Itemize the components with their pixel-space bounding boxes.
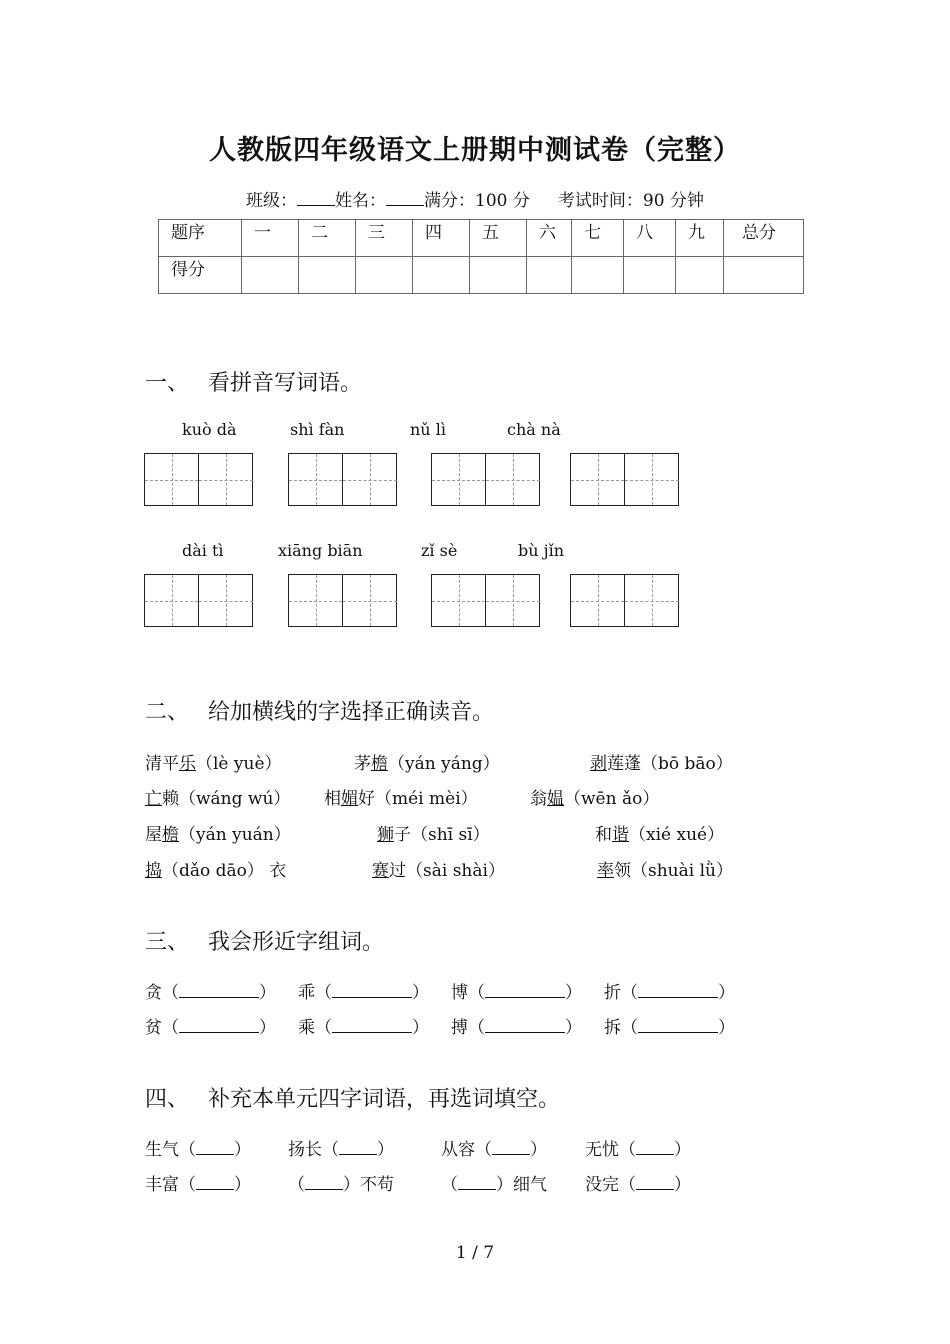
header-cell: 三 <box>356 220 413 257</box>
name-blank[interactable] <box>386 191 424 206</box>
answer-blank[interactable] <box>485 1020 565 1033</box>
section-title: 补充本单元四字词语，再选词填空。 <box>208 1087 561 1112</box>
pinyin: shì fàn <box>290 420 345 439</box>
pinyin: nǔ lì <box>410 420 446 439</box>
score-cell[interactable] <box>676 257 724 294</box>
reading-item: 亡赖（wáng wú） <box>145 789 291 809</box>
answer-blank[interactable] <box>636 1142 674 1155</box>
header-cell: 七 <box>572 220 624 257</box>
answer-blank[interactable] <box>305 1177 343 1190</box>
header-cell: 五 <box>470 220 527 257</box>
word-item: 乘（ ） <box>298 1018 429 1038</box>
score-cell[interactable] <box>356 257 413 294</box>
word-item: 博（ ） <box>451 983 582 1003</box>
answer-blank[interactable] <box>492 1142 530 1155</box>
answer-blank[interactable] <box>458 1177 496 1190</box>
class-blank[interactable] <box>297 191 335 206</box>
reading-item: 赛过（sài shài） <box>372 861 505 881</box>
reading-item: 屋檐（yán yuán） <box>145 825 291 845</box>
idiom-item: 从容（ ） <box>441 1140 547 1160</box>
page-title: 人教版四年级语文上册期中测试卷（完整） <box>209 135 741 166</box>
writing-grid[interactable] <box>144 453 253 506</box>
idiom-item: 生气（ ） <box>145 1140 251 1160</box>
score-table-header <box>159 220 804 257</box>
idiom-item: 无忧（ ） <box>585 1140 691 1160</box>
header-cell: 一 <box>242 220 299 257</box>
word-item: 乖（ ） <box>298 983 429 1003</box>
section-number: 二、 <box>145 700 190 725</box>
section-title: 给加横线的字选择正确读音。 <box>208 700 495 725</box>
answer-blank[interactable] <box>332 985 412 998</box>
header-cell: 九 <box>676 220 724 257</box>
answer-blank[interactable] <box>638 1020 718 1033</box>
pinyin: kuò dà <box>182 420 237 439</box>
full-score: 满分：100 分 <box>424 191 530 211</box>
score-cell[interactable] <box>527 257 572 294</box>
idiom-item: 扬长（ ） <box>288 1140 394 1160</box>
idiom-item: （ ）细气 <box>441 1175 547 1195</box>
section-1-heading <box>145 366 362 397</box>
pinyin: bù jǐn <box>518 541 565 560</box>
word-item: 搏（ ） <box>451 1018 582 1038</box>
writing-grid[interactable] <box>144 574 253 627</box>
header-cell: 二 <box>299 220 356 257</box>
writing-grid[interactable] <box>431 574 540 627</box>
answer-blank[interactable] <box>636 1177 674 1190</box>
writing-grid[interactable] <box>288 574 397 627</box>
word-item: 拆（ ） <box>604 1018 735 1038</box>
score-table <box>158 219 804 294</box>
word-item: 贪（ ） <box>145 983 276 1003</box>
exam-time: 考试时间：90 分钟 <box>557 191 704 211</box>
pinyin: xiāng biān <box>278 541 363 560</box>
pinyin: dài tì <box>182 541 224 560</box>
reading-item: 清平乐（lè yuè） <box>145 754 282 774</box>
score-cell[interactable] <box>413 257 470 294</box>
reading-item: 剥莲蓬（bō bāo） <box>590 754 733 774</box>
reading-item: 和谐（xié xué） <box>595 825 725 845</box>
answer-blank[interactable] <box>179 985 259 998</box>
reading-item: 翁媪（wēn ǎo） <box>530 789 660 809</box>
section-number: 一、 <box>145 371 190 396</box>
word-item: 贫（ ） <box>145 1018 276 1038</box>
answer-blank[interactable] <box>638 985 718 998</box>
page-number: 1 / 7 <box>455 1243 495 1263</box>
writing-grid[interactable] <box>288 453 397 506</box>
header-cell: 六 <box>527 220 572 257</box>
idiom-item: （ ）不苟 <box>288 1175 394 1195</box>
reading-item: 率领（shuài lǜ） <box>597 861 733 881</box>
reading-item: 相媚好（méi mèi） <box>324 789 478 809</box>
score-cell[interactable] <box>724 257 804 294</box>
section-number: 四、 <box>145 1087 190 1112</box>
header-cell: 题序 <box>159 220 242 257</box>
reading-item: 茅檐（yán yáng） <box>354 754 500 774</box>
section-title: 我会形近字组词。 <box>208 930 385 955</box>
answer-blank[interactable] <box>196 1177 234 1190</box>
class-label: 班级： <box>246 191 298 211</box>
exam-info <box>0 186 950 211</box>
score-table-row <box>159 257 804 294</box>
section-4-heading <box>145 1082 560 1113</box>
answer-blank[interactable] <box>332 1020 412 1033</box>
reading-item: 狮子（shī sī） <box>377 825 490 845</box>
writing-grid[interactable] <box>431 453 540 506</box>
score-cell[interactable] <box>572 257 624 294</box>
score-cell[interactable] <box>470 257 527 294</box>
idiom-item: 丰富（ ） <box>145 1175 251 1195</box>
score-cell[interactable] <box>299 257 356 294</box>
answer-blank[interactable] <box>179 1020 259 1033</box>
pinyin: chà nà <box>507 420 561 439</box>
section-3-heading <box>145 925 384 956</box>
section-2-heading <box>145 695 494 726</box>
header-cell: 八 <box>624 220 676 257</box>
section-title: 看拼音写词语。 <box>208 371 363 396</box>
name-label: 姓名： <box>335 191 387 211</box>
header-cell: 总分 <box>724 220 804 257</box>
answer-blank[interactable] <box>196 1142 234 1155</box>
writing-grid[interactable] <box>570 574 679 627</box>
reading-item: 捣（dǎo dāo） 衣 <box>145 861 287 881</box>
writing-grid[interactable] <box>570 453 679 506</box>
score-cell[interactable] <box>242 257 299 294</box>
idiom-item: 没完（ ） <box>585 1175 691 1195</box>
section-number: 三、 <box>145 930 190 955</box>
row-label: 得分 <box>159 257 242 294</box>
answer-blank[interactable] <box>339 1142 377 1155</box>
answer-blank[interactable] <box>485 985 565 998</box>
header-cell: 四 <box>413 220 470 257</box>
score-cell[interactable] <box>624 257 676 294</box>
pinyin: zǐ sè <box>421 541 458 560</box>
word-item: 折（ ） <box>604 983 735 1003</box>
